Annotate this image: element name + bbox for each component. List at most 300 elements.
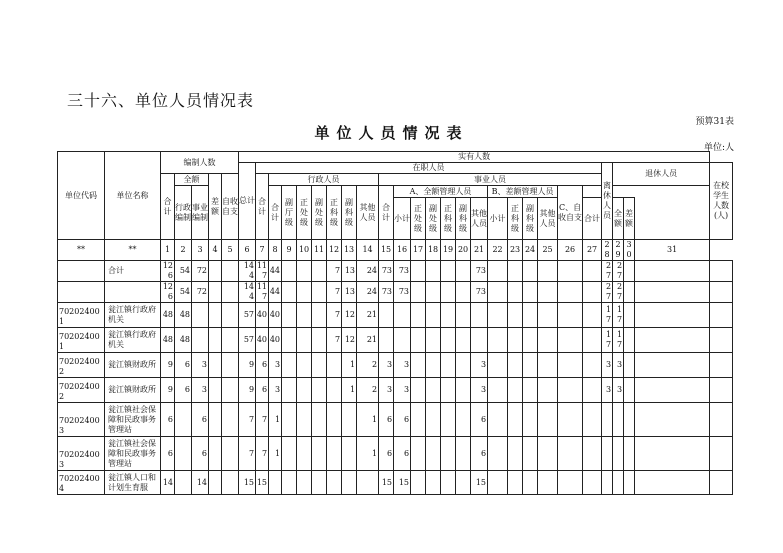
value-cell — [488, 437, 508, 471]
index-cell: 22 — [488, 240, 508, 261]
value-cell — [312, 282, 327, 303]
value-cell — [175, 403, 192, 437]
index-cell: 26 — [558, 240, 583, 261]
value-cell: 7 — [327, 261, 342, 282]
value-cell — [342, 471, 357, 495]
value-cell: 6 — [161, 437, 175, 471]
value-cell: 6 — [175, 378, 192, 403]
value-cell — [192, 328, 209, 353]
value-cell: 1 — [357, 437, 379, 471]
value-cell — [635, 437, 710, 471]
value-cell — [613, 437, 624, 471]
value-cell — [602, 437, 613, 471]
value-cell — [312, 471, 327, 495]
value-cell — [613, 471, 624, 495]
value-cell: 6 — [192, 437, 209, 471]
value-cell — [523, 303, 538, 328]
value-cell — [411, 471, 426, 495]
value-cell: 40 — [256, 303, 269, 328]
value-cell — [508, 471, 523, 495]
index-cell: 29 — [613, 240, 624, 261]
value-cell — [488, 282, 508, 303]
value-cell — [441, 378, 456, 403]
header-a-dep-div: 副处级 — [426, 198, 441, 240]
value-cell — [394, 303, 411, 328]
value-cell — [426, 403, 441, 437]
value-cell: 7 — [239, 437, 256, 471]
value-cell: 3 — [379, 378, 394, 403]
value-cell — [508, 378, 523, 403]
value-cell — [558, 303, 583, 328]
header-inst-auth: 事业编制 — [192, 186, 209, 240]
value-cell — [471, 303, 488, 328]
table-row — [58, 353, 733, 378]
value-cell: 48 — [161, 303, 175, 328]
value-cell — [282, 353, 297, 378]
value-cell — [282, 303, 297, 328]
value-cell — [558, 282, 583, 303]
value-cell — [282, 378, 297, 403]
value-cell — [282, 471, 297, 495]
column-index-row — [58, 240, 733, 261]
value-cell — [558, 261, 583, 282]
unit-name-cell: 瓮江镇行政府机关 — [105, 328, 161, 353]
value-cell — [456, 282, 471, 303]
value-cell — [583, 261, 602, 282]
unit-code-cell: 702024003 — [58, 403, 105, 437]
value-cell — [624, 328, 635, 353]
value-cell: 17 — [613, 328, 624, 353]
value-cell — [441, 471, 456, 495]
value-cell: 6 — [379, 437, 394, 471]
value-cell — [488, 403, 508, 437]
header-retired: 退休人员 — [613, 163, 710, 186]
value-cell: 6 — [471, 437, 488, 471]
value-cell — [613, 403, 624, 437]
value-cell — [710, 437, 733, 471]
index-cell: 1 — [161, 240, 175, 261]
value-cell — [342, 403, 357, 437]
value-cell — [426, 328, 441, 353]
value-cell — [441, 403, 456, 437]
value-cell — [411, 378, 426, 403]
value-cell — [209, 282, 222, 303]
value-cell — [508, 328, 523, 353]
value-cell — [209, 328, 222, 353]
value-cell — [635, 353, 710, 378]
value-cell — [710, 328, 733, 353]
value-cell — [327, 437, 342, 471]
value-cell — [488, 328, 508, 353]
value-cell — [523, 261, 538, 282]
value-cell — [710, 282, 733, 303]
value-cell — [426, 378, 441, 403]
value-cell: 1 — [269, 403, 282, 437]
value-cell — [538, 282, 558, 303]
value-cell: 126 — [161, 261, 175, 282]
value-cell — [624, 282, 635, 303]
value-cell: 27 — [613, 282, 624, 303]
table-row — [58, 303, 733, 328]
value-cell: 27 — [613, 261, 624, 282]
value-cell: 7 — [327, 282, 342, 303]
table-row — [58, 378, 733, 403]
value-cell — [538, 303, 558, 328]
value-cell — [583, 437, 602, 471]
header-retired-total: 合计 — [583, 198, 602, 240]
value-cell: 3 — [613, 353, 624, 378]
value-cell: 21 — [357, 328, 379, 353]
unit-label: 单位:人 — [703, 143, 734, 153]
header-full-budget: 全额 — [175, 174, 209, 186]
value-cell — [222, 471, 239, 495]
value-cell — [411, 303, 426, 328]
value-cell: 3 — [613, 378, 624, 403]
value-cell: 7 — [256, 437, 269, 471]
value-cell — [297, 437, 312, 471]
index-cell: 9 — [282, 240, 297, 261]
value-cell — [297, 303, 312, 328]
value-cell: 17 — [602, 303, 613, 328]
value-cell — [635, 378, 710, 403]
unit-name-cell: 合计 — [105, 261, 161, 282]
value-cell — [222, 403, 239, 437]
header-cat-b: B、差额管理人员 — [488, 186, 558, 198]
value-cell — [583, 303, 602, 328]
value-cell — [710, 378, 733, 403]
value-cell: 117 — [256, 261, 268, 280]
value-cell — [426, 261, 441, 282]
value-cell: 1 — [357, 403, 379, 437]
header-admin-auth: 行政编制 — [175, 186, 192, 240]
value-cell: 7 — [256, 403, 269, 437]
value-cell: 54 — [175, 282, 192, 303]
value-cell: 9 — [239, 353, 256, 378]
index-cell: 3 — [192, 240, 209, 261]
value-cell — [222, 378, 239, 403]
value-cell — [456, 328, 471, 353]
value-cell — [710, 471, 733, 495]
header-a-chief-div: 正处级 — [411, 198, 426, 240]
header-authorized-total: 合计 — [161, 174, 175, 240]
value-cell — [175, 437, 192, 471]
value-cell — [379, 303, 394, 328]
value-cell — [411, 282, 426, 303]
value-cell: 6 — [192, 403, 209, 437]
index-cell: 11 — [312, 240, 327, 261]
value-cell: 6 — [394, 403, 411, 437]
value-cell — [327, 471, 342, 495]
unit-code-cell — [58, 282, 105, 303]
index-cell: 13 — [342, 240, 357, 261]
value-cell — [624, 378, 635, 403]
unit-code-cell: 702024001 — [58, 303, 105, 328]
value-cell — [327, 378, 342, 403]
index-cell: 16 — [394, 240, 411, 261]
value-cell: 144 — [239, 282, 256, 303]
value-cell — [426, 353, 441, 378]
value-cell — [523, 353, 538, 378]
header-admin-total: 合计 — [269, 186, 282, 240]
value-cell: 6 — [175, 353, 192, 378]
value-cell — [312, 261, 327, 282]
value-cell — [312, 353, 327, 378]
value-cell — [441, 261, 456, 282]
value-cell — [209, 378, 222, 403]
value-cell: 15 — [394, 471, 411, 495]
value-cell: 2 — [357, 353, 379, 378]
value-cell — [426, 471, 441, 495]
value-cell — [426, 282, 441, 303]
unit-code-cell: 702024002 — [58, 353, 105, 378]
value-cell: 144 — [239, 261, 256, 282]
value-cell: 12 — [342, 303, 357, 328]
header-b-chief-sec: 正科级 — [508, 198, 523, 240]
value-cell — [411, 328, 426, 353]
value-cell: 13 — [342, 282, 357, 303]
value-cell — [327, 403, 342, 437]
index-cell: 15 — [379, 240, 394, 261]
unit-code-cell: 702024002 — [58, 378, 105, 403]
value-cell — [175, 471, 192, 495]
value-cell — [312, 328, 327, 353]
value-cell — [523, 378, 538, 403]
value-cell: 3 — [471, 353, 488, 378]
value-cell: 6 — [394, 437, 411, 471]
value-cell: 44 — [269, 282, 282, 303]
section-title: 三十六、单位人员情况表 — [67, 91, 255, 110]
value-cell — [583, 282, 602, 303]
header-b-other: 其他人员 — [538, 198, 558, 240]
value-cell: 27 — [602, 261, 613, 282]
value-cell — [222, 282, 239, 303]
value-cell — [583, 403, 602, 437]
value-cell — [558, 328, 583, 353]
value-cell — [209, 437, 222, 471]
value-cell — [456, 261, 471, 282]
header-unit-code: 单位代码 — [58, 152, 105, 240]
value-cell — [488, 303, 508, 328]
value-cell: 40 — [269, 328, 282, 353]
header-admin-dep-sec: 副科级 — [342, 186, 357, 240]
header-admin-dep-div: 副处级 — [312, 186, 327, 240]
value-cell — [297, 403, 312, 437]
index-cell: 23 — [508, 240, 523, 261]
value-cell — [635, 303, 710, 328]
value-cell — [488, 378, 508, 403]
header-retired-officials: 离休人员 — [602, 163, 613, 240]
value-cell — [297, 378, 312, 403]
index-cell: 18 — [426, 240, 441, 261]
value-cell — [312, 303, 327, 328]
value-cell — [602, 403, 613, 437]
value-cell — [508, 403, 523, 437]
value-cell — [583, 378, 602, 403]
unit-name-cell: 瓮江镇社会保障和民政事务管理站 — [105, 437, 161, 471]
value-cell: 40 — [269, 303, 282, 328]
value-cell: 117 — [256, 282, 268, 301]
value-cell: 7 — [239, 403, 256, 437]
value-cell: 3 — [394, 353, 411, 378]
index-cell: 25 — [538, 240, 558, 261]
header-retired-full: 全额 — [613, 198, 624, 240]
value-cell — [523, 471, 538, 495]
header-students: 在校学生人数(人) — [710, 163, 733, 240]
value-cell: 6 — [256, 353, 269, 378]
value-cell — [523, 328, 538, 353]
value-cell — [297, 282, 312, 303]
value-cell — [222, 353, 239, 378]
value-cell: 17 — [602, 328, 613, 353]
value-cell — [411, 437, 426, 471]
index-cell: 12 — [327, 240, 342, 261]
value-cell: 14 — [192, 471, 209, 495]
value-cell: 15 — [379, 471, 394, 495]
value-cell — [456, 353, 471, 378]
value-cell — [282, 437, 297, 471]
value-cell — [209, 303, 222, 328]
value-cell: 15 — [471, 471, 488, 495]
value-cell: 72 — [192, 261, 209, 282]
value-cell — [209, 353, 222, 378]
value-cell — [312, 437, 327, 471]
value-cell — [538, 437, 558, 471]
value-cell: 17 — [613, 303, 624, 328]
value-cell: 40 — [256, 328, 269, 353]
document-title: 单位人员情况表 — [314, 124, 469, 142]
header-retired-diff: 差额 — [624, 198, 635, 240]
value-cell — [441, 282, 456, 303]
value-cell — [508, 353, 523, 378]
value-cell — [508, 261, 523, 282]
value-cell — [441, 303, 456, 328]
value-cell: 24 — [357, 282, 379, 303]
index-cell: 7 — [256, 240, 269, 261]
value-cell — [488, 471, 508, 495]
header-admin-other: 其他人员 — [357, 186, 379, 240]
table-row — [58, 282, 733, 303]
index-cell: 17 — [411, 240, 426, 261]
value-cell — [297, 328, 312, 353]
value-cell — [635, 328, 710, 353]
value-cell — [624, 261, 635, 282]
value-cell — [269, 471, 282, 495]
table-row — [58, 261, 733, 282]
value-cell: 3 — [269, 378, 282, 403]
unit-name-cell: 瓮江镇人口和计划生育服 — [105, 471, 161, 495]
value-cell — [441, 328, 456, 353]
value-cell — [538, 328, 558, 353]
value-cell: 44 — [269, 261, 282, 282]
index-cell: 6 — [239, 240, 256, 261]
value-cell: 1 — [269, 437, 282, 471]
value-cell — [426, 303, 441, 328]
value-cell: 73 — [379, 282, 394, 303]
value-cell — [710, 403, 733, 437]
value-cell — [471, 328, 488, 353]
value-cell — [558, 437, 583, 471]
value-cell — [327, 353, 342, 378]
value-cell: 6 — [161, 403, 175, 437]
value-cell: 14 — [161, 471, 175, 495]
index-cell: ** — [105, 240, 161, 261]
value-cell: 7 — [327, 328, 342, 353]
value-cell: 21 — [357, 303, 379, 328]
value-cell — [602, 471, 613, 495]
value-cell — [209, 403, 222, 437]
value-cell — [192, 303, 209, 328]
value-cell — [282, 328, 297, 353]
value-cell: 54 — [175, 261, 192, 282]
value-cell — [583, 328, 602, 353]
header-a-dep-sec: 副科级 — [456, 198, 471, 240]
value-cell — [222, 261, 239, 282]
value-cell: 6 — [379, 403, 394, 437]
value-cell: 3 — [192, 353, 209, 378]
header-a-subtotal: 小计 — [394, 198, 411, 240]
value-cell — [441, 353, 456, 378]
value-cell — [456, 378, 471, 403]
value-cell — [523, 437, 538, 471]
header-inst-total: 合计 — [379, 186, 394, 240]
value-cell — [523, 403, 538, 437]
index-cell: 28 — [602, 240, 613, 261]
unit-code-cell: 702024001 — [58, 328, 105, 353]
value-cell — [209, 471, 222, 495]
header-b-dep-sec: 副科级 — [523, 198, 538, 240]
index-cell: 19 — [441, 240, 456, 261]
value-cell — [282, 261, 297, 282]
value-cell — [488, 261, 508, 282]
header-on-duty: 在职人员 — [256, 163, 602, 174]
table-row — [58, 437, 733, 471]
header-a-other: 其他人员 — [471, 198, 488, 240]
value-cell: 2 — [357, 378, 379, 403]
value-cell — [297, 471, 312, 495]
value-cell — [635, 261, 710, 282]
unit-name-cell: 瓮江镇社会保障和民政事务管理站 — [105, 403, 161, 437]
value-cell — [558, 378, 583, 403]
value-cell — [426, 437, 441, 471]
value-cell: 3 — [192, 378, 209, 403]
value-cell — [508, 303, 523, 328]
value-cell — [456, 303, 471, 328]
value-cell — [583, 353, 602, 378]
header-a-chief-sec: 正科级 — [441, 198, 456, 240]
index-cell: 5 — [222, 240, 239, 261]
value-cell — [394, 328, 411, 353]
value-cell — [538, 403, 558, 437]
header-self-funded: 自收自支 — [222, 174, 239, 240]
index-cell: 30 — [624, 240, 635, 261]
value-cell: 1 — [342, 353, 357, 378]
index-cell: 10 — [297, 240, 312, 261]
value-cell — [624, 437, 635, 471]
value-cell — [312, 378, 327, 403]
value-cell — [456, 471, 471, 495]
table-row — [58, 403, 733, 437]
value-cell: 3 — [602, 353, 613, 378]
index-cell: 2 — [175, 240, 192, 261]
header-diff-budget: 差额 — [209, 174, 222, 240]
value-cell — [538, 353, 558, 378]
value-cell: 15 — [239, 471, 256, 495]
table-body — [58, 261, 733, 495]
value-cell — [297, 261, 312, 282]
value-cell — [538, 471, 558, 495]
header-admin-chief-div: 正处级 — [297, 186, 312, 240]
value-cell: 13 — [342, 261, 357, 282]
